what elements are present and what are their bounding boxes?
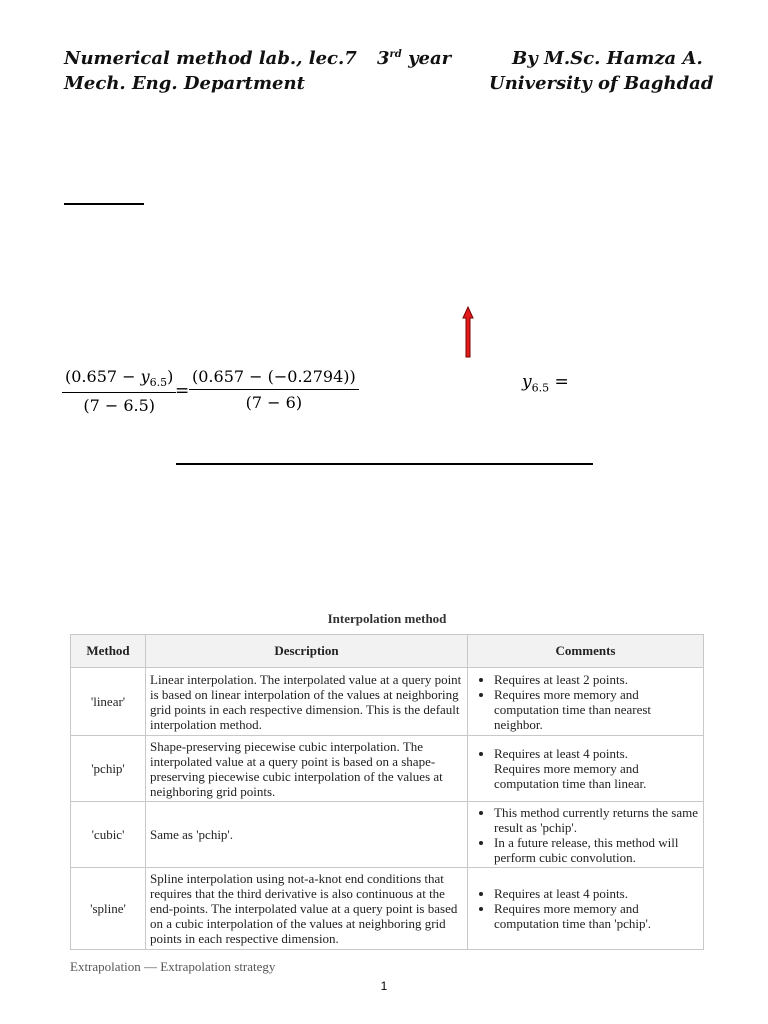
extrapolation-note: Extrapolation — Extrapolation strategy [70, 959, 276, 974]
equals-sign: = [175, 381, 190, 401]
short-underline [64, 203, 144, 205]
arrow-shape [463, 307, 473, 357]
red-up-arrow-icon [462, 306, 474, 358]
comment-item: • Requires at least 4 points. [494, 886, 699, 901]
table-row [71, 668, 704, 736]
comment-item: • Requires at least 2 points. [494, 672, 699, 687]
table-row [71, 868, 704, 950]
rhs-fraction [189, 367, 359, 412]
header-description: Description [146, 635, 468, 668]
comment-item: Requires more memory and computation time than linear. [494, 761, 647, 791]
table-header-row [71, 635, 704, 668]
description-cell: Same as 'pchip'. [146, 802, 468, 868]
page-number: 1 [380, 979, 388, 993]
comment-item: • In a future release, this method will perform cubic convolution. [494, 835, 699, 865]
lhs-fraction [62, 367, 176, 415]
year-label [377, 48, 451, 69]
department-name: Mech. Eng. Department [64, 73, 305, 94]
comment-item: • Requires at least 4 points. [494, 746, 699, 761]
comments-cell [468, 668, 704, 736]
method-cell: 'linear' [71, 668, 146, 736]
comments-cell [468, 868, 704, 950]
comment-item: • Requires more memory and computation time than 'pchip'. [494, 901, 699, 931]
answer-line [176, 463, 593, 465]
university-name: University of Baghdad [489, 73, 714, 94]
rhs-numerator: (0.657 − (−0.2794)) [189, 367, 359, 390]
comments-cell [468, 802, 704, 868]
course-title: Numerical method lab., lec.7 [64, 48, 357, 69]
header-method: Method [71, 635, 146, 668]
year-number: 3 [377, 48, 390, 69]
description-cell: Shape-preserving piecewise cubic interpolation. The interpolated value at a query point is based on a shape-preserving piecewise cubic interpolation of the values at neighboring grid points. [146, 736, 468, 802]
table-row [71, 802, 704, 868]
rhs-denominator: (7 − 6) [245, 393, 303, 412]
method-cell: 'spline' [71, 868, 146, 950]
description-cell: Spline interpolation using not-a-knot end conditions that requires that the third derivative is also continuous at the end-points. The interpolated value at a query point is based on a cubic interpolation of the values at neighboring grid points in each respective dimension. [146, 868, 468, 950]
method-cell: 'pchip' [71, 736, 146, 802]
year-ordinal: rd [389, 49, 402, 60]
description-cell: Linear interpolation. The interpolated value at a query point is based on linear interpolation of the values at neighboring grid points in each respective dimension. This is the default interpolation method. [146, 668, 468, 736]
table-caption: Interpolation method [327, 611, 447, 626]
header-comments: Comments [468, 635, 704, 668]
author-name: By M.Sc. Hamza A. [512, 48, 703, 69]
comments-cell [468, 736, 704, 802]
comment-item: • This method currently returns the same result as 'pchip'. [494, 805, 699, 835]
interpolation-method-table [70, 634, 704, 950]
lhs-denominator: (7 − 6.5) [83, 396, 156, 416]
year-word: year [401, 48, 452, 69]
comment-item: • Requires more memory and computation time than nearest neighbor. [494, 687, 699, 732]
method-cell: 'cubic' [71, 802, 146, 868]
lhs-numerator: $(0.657 - y_{6.5})$ [62, 367, 176, 393]
table-row [71, 736, 704, 802]
result-label: $y_{6.5}$ = [522, 372, 569, 395]
